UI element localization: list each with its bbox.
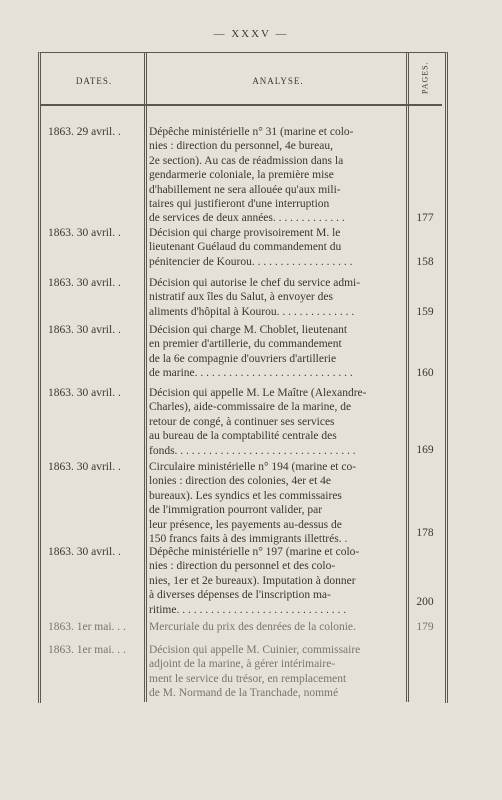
entry-line: taires qui justifieront d'une interruption: [149, 198, 330, 211]
entry-analysis: [149, 643, 404, 701]
entry-line: gendarmerie coloniale, la première mise: [149, 169, 334, 182]
entry-line: d'habillement ne sera allouée qu'aux mili-: [149, 183, 341, 196]
column-header-dates: DATES.: [75, 76, 113, 86]
entry-line: nistratif aux îles du Salut, à envoyer des: [149, 291, 333, 304]
header-rule: [41, 104, 442, 106]
entry-date: 1863. 30 avril. .: [48, 387, 121, 399]
entry-page: 177: [416, 212, 434, 224]
entry-line: Charles), aide-commissaire de la marine, de: [149, 401, 352, 414]
entry-date: 1863. 30 avril. .: [48, 324, 121, 336]
entry-line: nies : direction du personnel et des colo-: [149, 560, 336, 573]
entry-line: fonds. . . . . . . . . . . . . . . . . . . . . . . . . . . . . . . .: [149, 444, 356, 457]
entry-page: 178: [416, 527, 434, 539]
entry-line: nies, 1er et 2e bureaux). Imputation à donner: [149, 574, 356, 587]
entry-page: 159: [416, 306, 434, 318]
entry-line: de services de deux années. . . . . . . . . . . . .: [149, 212, 345, 225]
entry-line: au bureau de la comptabilité centrale des: [149, 430, 337, 443]
entry-analysis: [149, 460, 404, 546]
entry-line: Décision qui charge M. Choblet, lieutenant: [149, 324, 348, 336]
entry-line: en premier d'artillerie, du commandement: [149, 338, 342, 351]
entry-line: aliments d'hôpital à Kourou. . . . . . . . . . . . . .: [149, 305, 355, 318]
entry-line: à diverses dépenses de l'inscription ma-: [149, 589, 331, 602]
entry-page: 158: [416, 256, 434, 268]
entry-line: Décision qui charge provisoirement M. le: [149, 227, 341, 239]
entry-line: Décision qui appelle M. Cuinier, commissaire: [149, 644, 361, 656]
entry-line: Mercuriale du prix des denrées de la colonie.: [149, 621, 356, 633]
entry-page: 169: [416, 444, 434, 456]
entry-line: lonies : direction des colonies, 4er et 4e: [149, 475, 332, 488]
entry-line: Décision qui autorise le chef du service admi-: [149, 277, 361, 289]
column-divider-dates: [144, 52, 147, 702]
entry-line: retour de congé, à continuer ses services: [149, 415, 335, 428]
column-header-pages: PAGES.: [420, 61, 430, 95]
entry-page: 200: [416, 596, 434, 608]
entry-line: pénitencier de Kourou. . . . . . . . . . . . . . . . . .: [149, 255, 353, 268]
entry-analysis: [149, 276, 404, 319]
entry-line: bureaux). Les syndics et les commissaires: [149, 489, 342, 502]
entry-analysis: [149, 323, 404, 381]
entry-line: nies : direction du personnel, 4e bureau,: [149, 140, 333, 153]
entry-line: ritime. . . . . . . . . . . . . . . . . . . . . . . . . . . . . .: [149, 603, 347, 616]
entry-date: 1863. 30 avril. .: [48, 277, 121, 289]
entry-line: adjoint de la marine, à gérer intérimaire-: [149, 658, 336, 671]
entry-page: 160: [416, 367, 434, 379]
entry-date: 1863. 1er mai. . .: [48, 621, 126, 633]
entry-date: 1863. 30 avril. .: [48, 546, 121, 558]
entry-line: de la 6e compagnie d'ouvriers d'artillerie: [149, 352, 337, 365]
entry-analysis: [149, 620, 404, 634]
entry-date: 1863. 1er mai. . .: [48, 644, 126, 656]
entry-analysis: [149, 386, 404, 458]
entry-line: Décision qui appelle M. Le Maître (Alexandre-: [149, 387, 367, 399]
entry-date: 1863. 30 avril. .: [48, 227, 121, 239]
entry-line: ment le service du trésor, en remplacement: [149, 672, 347, 685]
column-header-analyse: ANALYSE.: [252, 76, 304, 86]
entry-analysis: [149, 125, 404, 226]
entry-line: 150 francs faits à des immigrants illettrés. .: [149, 533, 348, 546]
entry-line: leur présence, les payements au-dessus de: [149, 518, 342, 531]
entry-line: Dépêche ministérielle n° 197 (marine et colo-: [149, 546, 360, 558]
entry-line: de l'immigration pourront valider, par: [149, 504, 323, 517]
entry-line: 2e section). Au cas de réadmission dans la: [149, 154, 344, 167]
entry-line: de marine. . . . . . . . . . . . . . . . . . . . . . . . . . . .: [149, 367, 353, 380]
entry-date: 1863. 29 avril. .: [48, 126, 121, 138]
page-number: — XXXV —: [213, 28, 289, 40]
entry-page: 179: [416, 621, 434, 633]
entry-analysis: [149, 545, 404, 617]
entry-line: Circulaire ministérielle n° 194 (marine et co-: [149, 461, 357, 473]
entry-date: 1863. 30 avril. .: [48, 461, 121, 473]
entry-line: de M. Normand de la Tranchade, nommé: [149, 687, 339, 700]
entry-analysis: [149, 226, 404, 269]
entry-line: Dépêche ministérielle n° 31 (marine et colo-: [149, 126, 354, 138]
entry-line: lieutenant Guélaud du commandement du: [149, 241, 342, 254]
